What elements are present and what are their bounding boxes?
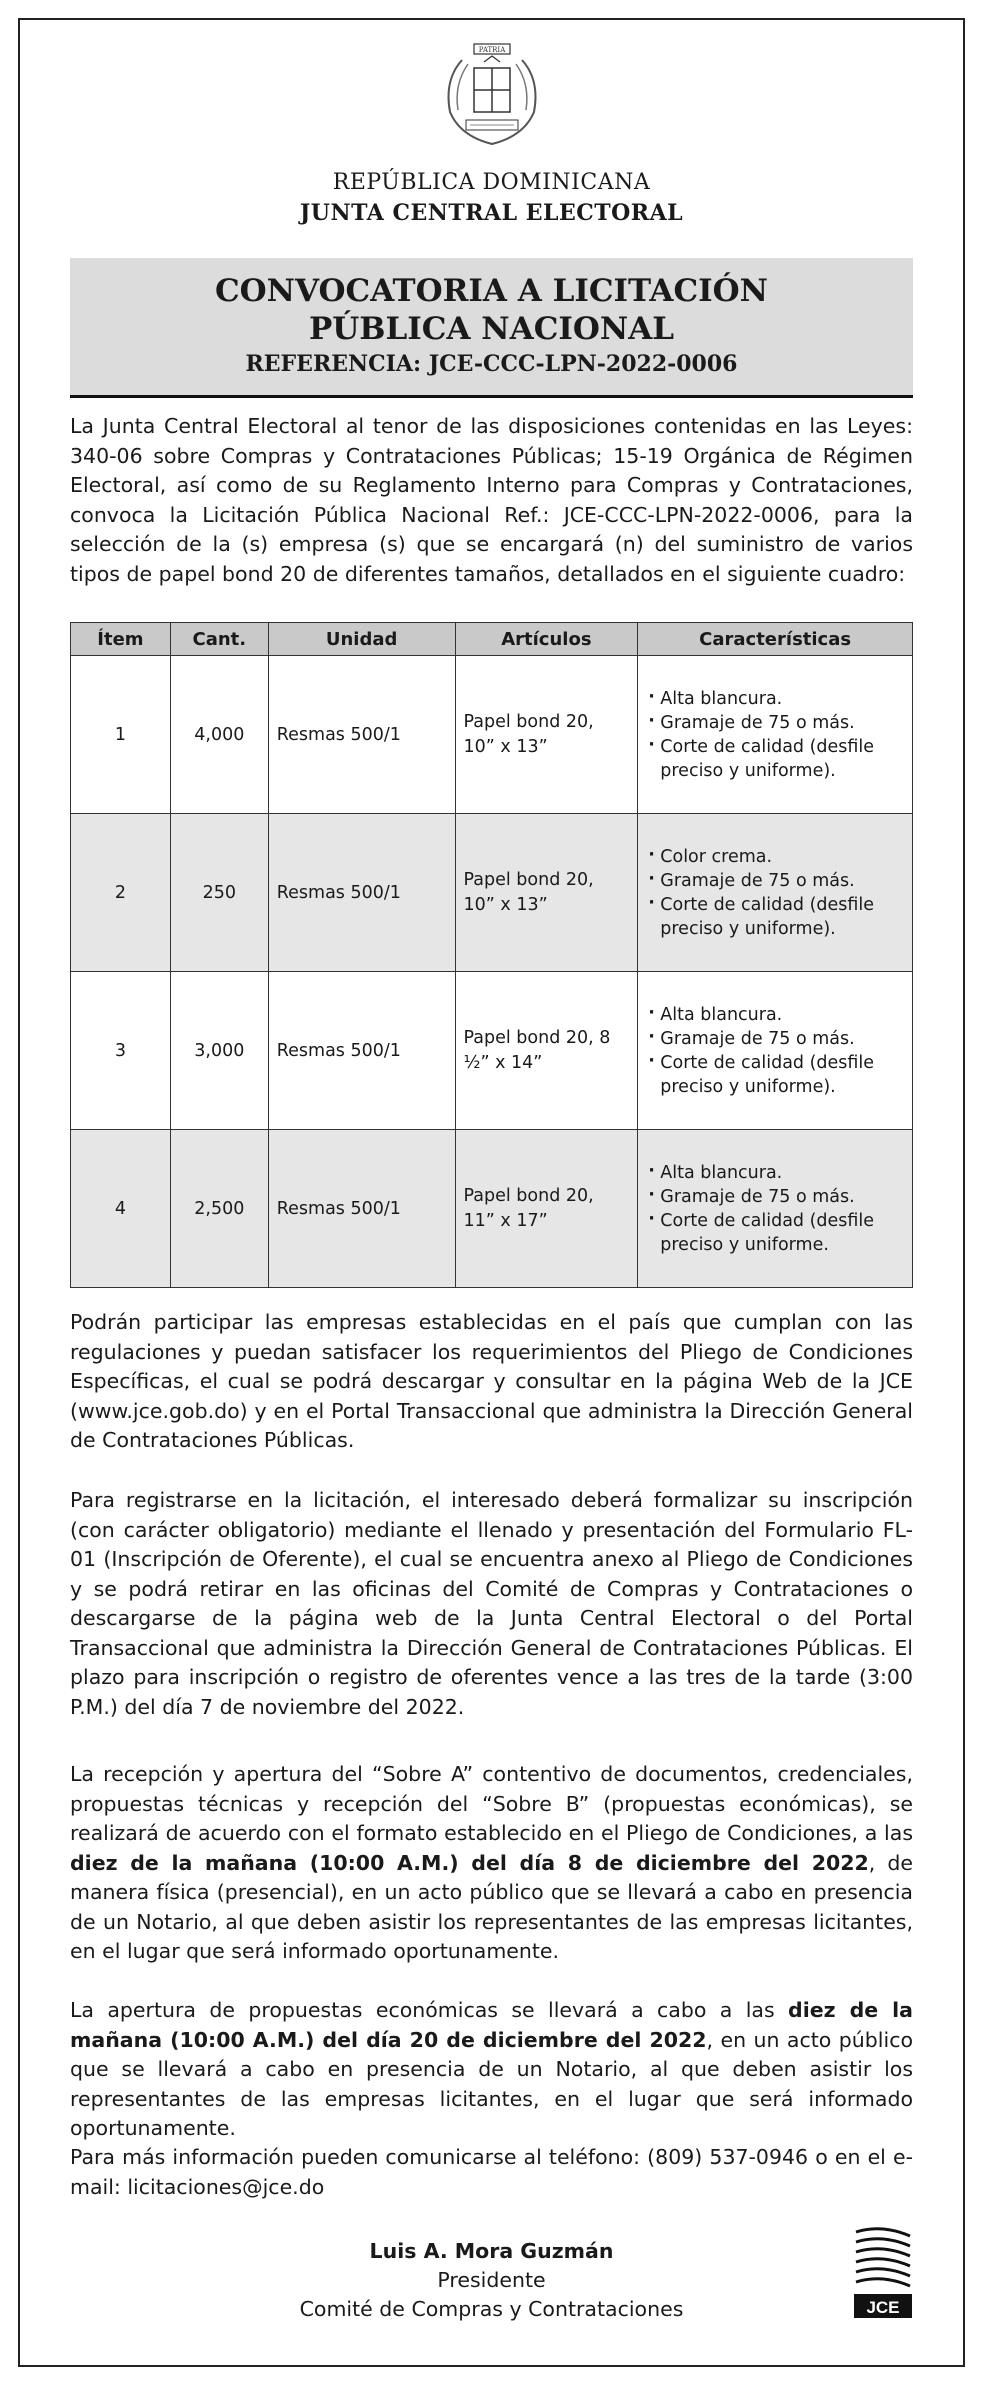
reception-paragraph <box>70 1760 913 1967</box>
header-item: Ítem <box>71 623 171 656</box>
svg-text:JCE: JCE <box>866 2298 900 2317</box>
feature-item: · Corte de calidad (desfile preciso y uniforme). <box>646 893 904 941</box>
feature-item: · Corte de calidad (desfile preciso y uniforme. <box>646 1209 904 1257</box>
cell-item: 2 <box>71 814 171 972</box>
signatory-role: Presidente <box>437 2268 546 2292</box>
header-cant: Cant. <box>170 623 268 656</box>
cell-item: 1 <box>71 656 171 814</box>
participation-paragraph: Podrán participar las empresas establecidas en el país que cumplan con las regulaciones y puedan satisfacer los requerimientos del Pliego de Condiciones Específicas, el cual se podrá descargar y consultar en la página Web de la JCE (www.jce.gob.do) y en el Portal Transaccional que administra la Dirección General de Contrataciones Públicas. <box>70 1310 913 1452</box>
feature-item: · Gramaje de 75 o más. <box>646 869 904 893</box>
cell-unidad: Resmas 500/1 <box>268 1130 455 1288</box>
organization-name: JUNTA CENTRAL ELECTORAL <box>299 200 684 226</box>
cell-features <box>638 1130 913 1288</box>
feature-item: · Gramaje de 75 o más. <box>646 711 904 735</box>
cell-item: 3 <box>71 972 171 1130</box>
cell-cant: 3,000 <box>170 972 268 1130</box>
contact-paragraph: Para más información pueden comunicarse al teléfono: (809) 537-0946 o en el e-mail: licitaciones@jce.do <box>70 2145 913 2199</box>
title-banner <box>70 258 913 398</box>
feature-item: · Color crema. <box>646 845 904 869</box>
reception-date: diez de la mañana (10:00 A.M.) del día 8 de diciembre del 2022 <box>70 1850 869 1875</box>
header-articulos: Artículos <box>455 623 638 656</box>
registration-paragraph: Para registrarse en la licitación, el interesado deberá formalizar su inscripción (con carácter obligatorio) mediante el llenado y presentación del Formulario FL-01 (Inscripción de Oferente), el cual se encuentra anexo al Pliego de Condiciones y se podrá retirar en las oficinas del Comité de Compras y Contrataciones o descargarse de la página web de la Junta Central Electoral o del Portal Transaccional que administra la Dirección General de Contrataciones Públicas. El plazo para inscripción o registro de oferentes vence a las tres de la tarde (3:00 P.M.) del día 7 de noviembre del 2022. <box>70 1488 913 1719</box>
feature-item: · Alta blancura. <box>646 1161 904 1185</box>
title-line-2: PÚBLICA NACIONAL <box>308 311 675 347</box>
feature-item: · Alta blancura. <box>646 1003 904 1027</box>
items-table <box>70 622 913 1288</box>
opening-text: La apertura de propuestas económicas se llevará a cabo a las <box>70 1998 789 2022</box>
svg-text:PATRIA: PATRIA <box>478 46 506 54</box>
cell-features <box>638 814 913 972</box>
signatory-committee: Comité de Compras y Contrataciones <box>299 2297 684 2321</box>
cell-articulo: Papel bond 20, 11” x 17” <box>455 1130 638 1288</box>
reception-text: La recepción y apertura del “Sobre A” contentivo de documentos, credenciales, propuestas técnicas y recepción del “Sobre B” (propuestas económicas), se realizará de acuerdo con el formato establecido en el Pliego de Condiciones, a las <box>70 1762 913 1845</box>
cell-cant: 4,000 <box>170 656 268 814</box>
cell-features <box>638 972 913 1130</box>
header-caracteristicas: Características <box>638 623 913 656</box>
feature-item: · Corte de calidad (desfile preciso y uniforme). <box>646 1051 904 1099</box>
feature-item: · Gramaje de 75 o más. <box>646 1027 904 1051</box>
title-line-1: CONVOCATORIA A LICITACIÓN <box>215 273 768 309</box>
feature-item: · Corte de calidad (desfile preciso y uniforme). <box>646 735 904 783</box>
cell-cant: 250 <box>170 814 268 972</box>
cell-unidad: Resmas 500/1 <box>268 972 455 1130</box>
table-row <box>71 814 913 972</box>
cell-unidad: Resmas 500/1 <box>268 814 455 972</box>
signatory-name: Luis A. Mora Guzmán <box>369 2239 614 2263</box>
cell-item: 4 <box>71 1130 171 1288</box>
coat-of-arms-seal <box>432 40 552 150</box>
opening-date: diez de la mañana (10:00 A.M.) del día 20 de diciembre del 2022 <box>70 1998 914 2052</box>
opening-paragraph <box>70 1996 913 2144</box>
opening-text-cont: , en un acto público que se llevará a cabo en presencia de un Notario, al que deben asistir los representantes de las empresas licitantes, en el lugar que será informado oportunamente. <box>70 2027 914 2140</box>
cell-articulo: Papel bond 20, 8 ½” x 14” <box>455 972 638 1130</box>
cell-articulo: Papel bond 20, 10” x 13” <box>455 814 638 972</box>
table-row <box>71 656 913 814</box>
cell-unidad: Resmas 500/1 <box>268 656 455 814</box>
cell-cant: 2,500 <box>170 1130 268 1288</box>
feature-item: · Alta blancura. <box>646 687 904 711</box>
header-unidad: Unidad <box>268 623 455 656</box>
reception-text-cont: , de manera física (presencial), en un acto público que se llevará a cabo en presencia de un Notario, al que deben asistir los representantes de las empresas licitantes, en el lugar que será informado oportunamente. <box>70 1850 913 1963</box>
country-name: REPÚBLICA DOMINICANA <box>332 170 651 195</box>
table-row <box>71 972 913 1130</box>
table-header-row <box>71 623 913 656</box>
intro-paragraph: La Junta Central Electoral al tenor de las disposiciones contenidas en las Leyes: 340-06 sobre Compras y Contrataciones Públicas; 15-19 Orgánica de Régimen Electoral, así como de su Reglamento Interno para Compras y Contrataciones, convoca la Licitación Pública Nacional Ref.: JCE-CCC-LPN-2022-0006, para la selección de la (s) empresa (s) que se encargará (n) del suministro de varios tipos de papel bond 20 de diferentes tamaños, detallados en el siguiente cuadro: <box>70 414 913 586</box>
jce-logo-icon <box>852 2222 914 2322</box>
cell-articulo: Papel bond 20, 10” x 13” <box>455 656 638 814</box>
feature-item: · Gramaje de 75 o más. <box>646 1185 904 1209</box>
reference-number: REFERENCIA: JCE-CCC-LPN-2022-0006 <box>245 351 738 377</box>
cell-features <box>638 656 913 814</box>
table-row <box>71 1130 913 1288</box>
